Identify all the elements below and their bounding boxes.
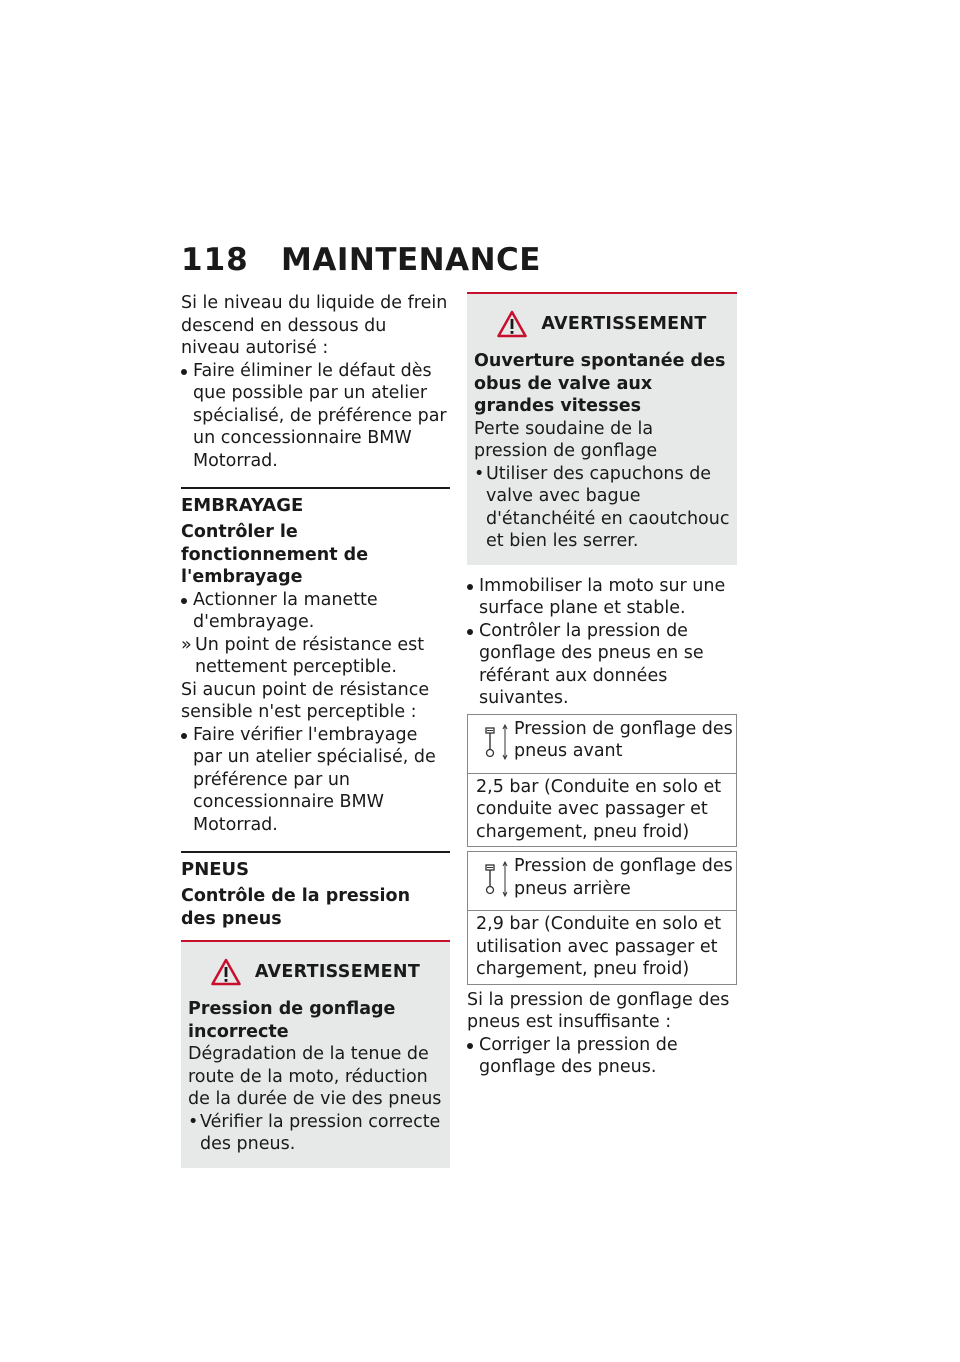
page-header [181, 240, 541, 280]
right-column [467, 292, 737, 1079]
pressure-label: Pression de gonflage des pneus arrière [514, 856, 733, 899]
list-item: Contrôler la pression de gonflage des pneus en se référant aux données suivantes. [479, 620, 704, 708]
warning-text: Perte soudaine de la pression de gonflage [474, 418, 658, 461]
bullet-icon: • [188, 1111, 199, 1132]
page-title: MAINTENANCE [281, 242, 541, 278]
tire-gauge-icon [468, 852, 514, 910]
result-arrow-icon: » [181, 634, 192, 655]
list-item: Actionner la manette d'embrayage. [193, 589, 378, 632]
warning-header [188, 952, 443, 992]
section-embrayage [181, 487, 450, 836]
section-title: EMBRAYAGE [181, 495, 304, 516]
list-item: • Vérifier la pression correcte des pneus. [188, 1111, 441, 1154]
list-item: Corriger la pression de gonflage des pneus. [479, 1034, 678, 1077]
tire-gauge-icon [468, 715, 514, 773]
warning-label: AVERTISSEMENT [541, 314, 707, 334]
warning-heading: Pression de gonflage incorrecte [188, 999, 396, 1042]
warning-text: Dégradation de la tenue de route de la moto, réduction de la durée de vie des pneus [188, 1044, 442, 1109]
list-item: Faire éliminer le défaut dès que possible par un atelier spécialisé, de préférence par un concessionnaire BMW Motorrad. [193, 360, 447, 471]
warning-box [181, 940, 450, 1168]
list-item: Immobiliser la moto sur une surface plane et stable. [479, 575, 726, 618]
list-item: • Utiliser des capuchons de valve avec bague d'étanchéité en caoutchouc et bien les serrer. [474, 463, 730, 551]
pressure-table-front [467, 714, 737, 848]
warning-heading: Ouverture spontanée des obus de valve aux grandes vitesses [474, 351, 726, 416]
section-title: PNEUS [181, 859, 250, 880]
warning-label: AVERTISSEMENT [254, 962, 421, 982]
result-item: » Un point de résistance est nettement perceptible. [181, 634, 425, 677]
warning-box [467, 292, 737, 565]
pressure-value: 2,9 bar (Conduite en solo et utilisation avec passager et chargement, pneu froid) [476, 914, 722, 979]
condition-text: Si la pression de gonflage des pneus est insuffisante : [467, 989, 730, 1032]
warning-header [474, 304, 730, 344]
list-item: Faire vérifier l'embrayage par un atelier spécialisé, de préférence par un concessionnaire BMW Motorrad. [193, 724, 436, 835]
section-subtitle: Contrôle de la pression des pneus [181, 886, 411, 929]
warning-triangle-icon [497, 310, 527, 338]
section-pneus [181, 851, 450, 930]
section-subtitle: Contrôler le fonctionnement de l'embrayage [181, 522, 369, 587]
page-number: 118 [181, 242, 249, 278]
pressure-label: Pression de gonflage des pneus avant [514, 718, 733, 761]
pressure-table-rear [467, 851, 737, 985]
bullet-icon: • [474, 463, 485, 484]
condition-text: Si aucun point de résistance sensible n'est perceptible : [181, 679, 430, 722]
warning-triangle-icon [211, 958, 241, 986]
left-column [181, 292, 450, 1168]
brake-fluid-intro: Si le niveau du liquide de frein descend en dessous du niveau autorisé : [181, 293, 448, 358]
pressure-value: 2,5 bar (Conduite en solo et conduite avec passager et chargement, pneu froid) [476, 776, 722, 842]
